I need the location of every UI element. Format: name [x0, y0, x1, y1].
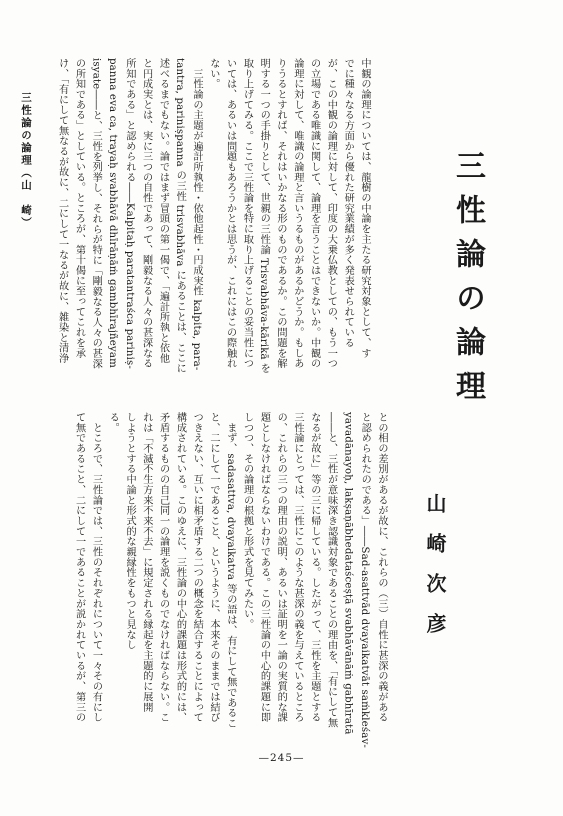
body-line: れは「不滅不生方来不来不去」に規定される縁起を主題的に展開 — [140, 412, 152, 713]
body-line: の所知である」としている。ところが、第十偈に至ってこれを承 — [73, 58, 85, 359]
body-line: 三性論の主題が遍計所執性・依他起性・円成実性 kalpita, para- — [191, 58, 203, 371]
body-line: isyate――と、三性を列挙し、それらが特に「剛毅なる人々の甚深 — [90, 58, 102, 369]
page-title: 三性論の論理 — [450, 150, 485, 414]
body-line: 所知である」と認められる――Kalpitaḥ paratantraśca pariniṣ- — [123, 58, 135, 369]
body-line: 取り上げてみる。ここで三性論を特に取り上げることの妥当性につ — [241, 58, 253, 369]
body-line: る。 — [107, 412, 119, 433]
body-line: が、この中観の論理に対して、印度の大乗仏教としての、もう一つ — [325, 58, 337, 369]
body-line: 論理に対して、唯識の論理と言いうるものがあるかどうか。もしあ — [291, 58, 303, 369]
body-line: ない。 — [207, 58, 219, 90]
body-line: いては、あるいは問題もあろうかとは思うが、これにはこの際触れ — [224, 58, 236, 369]
body-line: け、「有にして無なるが故に、二にして一なるが故に、雑染と清浄 — [56, 58, 68, 364]
body-line: ――と、三性が意味深き認識対象であることの理由を、「有にして無 — [325, 412, 337, 728]
body-line: まず、sadasattva, dvayaikatva 等の語は、有にして無であるこ — [224, 412, 236, 729]
body-line: 明する一つの手掛りとして、世親の三性論 Trisvabhāva-kārikā を — [258, 58, 270, 374]
body-line: なるが故に」等の三に帰している。したがって、三性を主題とする — [308, 412, 320, 723]
body-line: と認められたのである」――Sad-asattvād dvayaikatvāt saṁkleśav- — [359, 412, 371, 748]
body-line: 三性論にとっては、三性にこのような甚深の義を与えているところ — [292, 412, 304, 723]
body-line: との相の差別があるが故に、これらの（三）自性に甚深の義がある — [376, 412, 387, 723]
body-line: 構成されている。このゆえに、三性論の中心的課題は形式的には、 — [174, 412, 186, 723]
author-name: 山崎次彦 — [423, 493, 447, 653]
body-line: でに種々なる方面から優れた研究業績が多く発表せられている — [342, 58, 354, 348]
body-line: りうるとすれば、それはいかなる形のものであるか。この問題を解 — [275, 58, 287, 369]
body-line: しつつ、その論理の根拠と形式を見てみたい。 — [241, 412, 253, 630]
body-line: と円成実とは、実に三つの自性であって、剛毅なる人々の甚深なる — [140, 58, 152, 369]
body-text-lower — [73, 412, 389, 748]
page-number: —245— — [258, 752, 305, 764]
body-line: の、これらの三つの理由の説明、あるいは証明を一論の実質的な課 — [275, 412, 287, 723]
body-line: 中観の論理については、龍樹の中論を主たる研究対象として、す — [359, 58, 370, 359]
body-line: つきえない、互いに相矛盾する二つの概念を結合することによって — [191, 412, 203, 723]
body-line: panna eva ca, trayaḥ svabhāvā dhīrāṇāṁ gambhīrajñeyam — [107, 58, 119, 368]
running-head: 三性論の論理（山 崎） — [20, 92, 32, 230]
body-line: て無であること、二にして一であることが説かれているが、第三の — [73, 412, 85, 723]
body-line: の立場である唯識に関して、論理を言うことはできないか。中観の — [308, 58, 320, 369]
body-line: 矛盾するものの自己同一の論理を説くものでなければならない。こ — [157, 412, 169, 723]
body-line: yavadānayoḥ, lakṣaṇābhedataśceṣṭā svabhāvānāṁ gabhīratā — [342, 412, 354, 735]
body-line: ところで、三性論では、三性のそれぞれについて一々その有にし — [90, 412, 102, 723]
body-text-upper — [40, 58, 372, 383]
body-line: しようとする中論と形式的な親縁性をもつと見なし — [124, 412, 136, 651]
body-line: tantra, pariniṣpanna の三性 trisvabhāva にあることは、ここに — [174, 58, 186, 374]
body-line: と、二にして一であること、というように、本来そのままでは結び — [208, 412, 220, 723]
body-line: 題としなければならないわけである。この三性論の中心的課題に即 — [258, 412, 270, 723]
body-line: 述べるまでもない。論ではまず冒頭の第一偈で、「遍計所執と依他 — [157, 58, 169, 364]
